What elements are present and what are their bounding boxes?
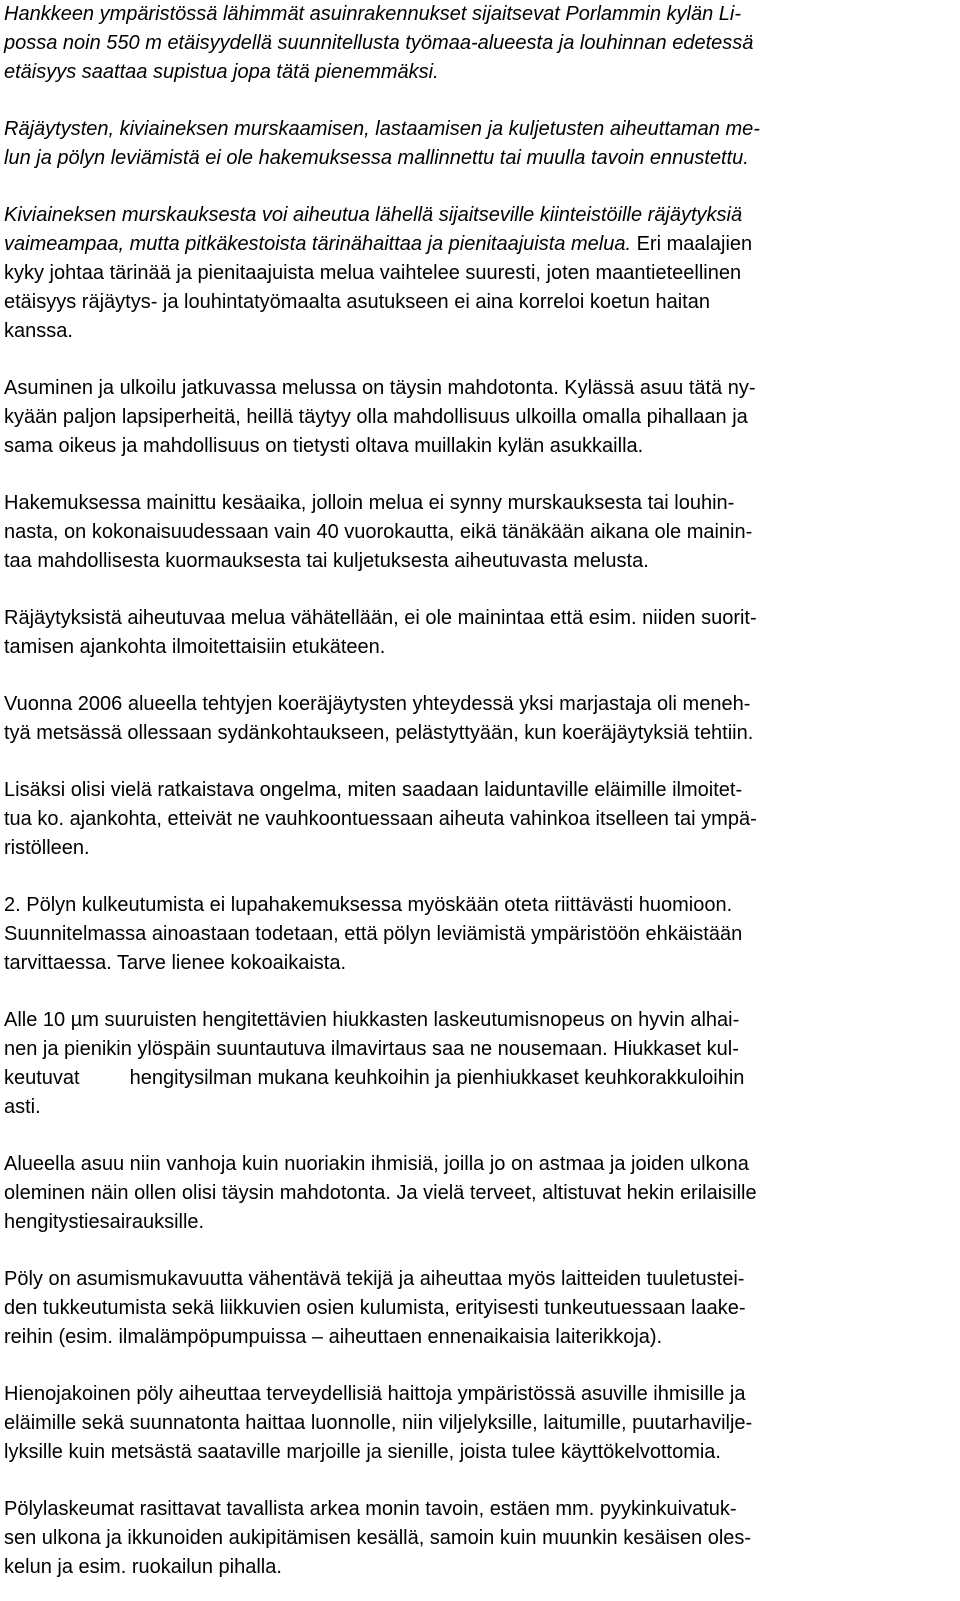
text-line: sama oikeus ja mahdollisuus on tietysti oltava muillakin kylän asukkailla. [4,435,644,457]
paragraph-gap [4,1352,938,1380]
paragraph [4,489,938,576]
text-line: 2. Pölyn kulkeutumista ei lupahakemuksessa myöskään oteta riittävästi huomioon. [4,894,733,916]
text-line: Alueella asuu niin vanhoja kuin nuoriakin ihmisiä, joilla jo on astmaa ja joiden ulkona [4,1153,749,1175]
paragraph-gap [4,576,938,604]
text-line: Asuminen ja ulkoilu jatkuvassa melussa on täysin mahdotonta. Kylässä asuu tätä ny- [4,377,756,399]
text-line: nen ja pienikin ylöspäin suuntautuva ilmavirtaus saa ne nousemaan. Hiukkaset kul- [4,1038,739,1060]
paragraph [4,115,938,173]
text-line: hengitystiesairauksille. [4,1211,205,1233]
text-line: keutuvat hengitysilman mukana keuhkoihin ja pienhiukkaset keuhkorakkuloihin [4,1067,745,1089]
paragraph-gap [4,87,938,115]
text-line: kyään paljon lapsiperheitä, heillä täytyy olla mahdollisuus ulkoilla omalla pihallaan ja [4,406,748,428]
paragraph-gap [4,346,938,374]
text-line: oleminen näin ollen olisi täysin mahdotonta. Ja vielä terveet, altistuvat hekin erilaisille [4,1182,757,1204]
text-line [4,259,938,288]
paragraph [4,690,938,748]
text-line: den tukkeutumista sekä liikkuvien osien kulumista, erityisesti tunkeutuessaan laake- [4,1297,746,1319]
text-line [4,317,938,346]
text-line: Hakemuksessa mainittu kesäaika, jolloin melua ei synny murskauksesta tai louhin- [4,492,735,514]
normal-run: Eri maalajien [631,233,753,255]
text-line: tua ko. ajankohta, etteivät ne vauhkoontuessaan aiheuta vahinkoa itselleen tai ympä- [4,808,757,830]
paragraph-gap [4,662,938,690]
text-line [4,230,938,259]
italic-run: vaimeampaa, mutta pitkäkestoista tärinähaittaa ja pienitaajuista melua. [4,233,632,255]
text-line: sen ulkona ja ikkunoiden aukipitämisen kesällä, samoin kuin muunkin kesäisen oles- [4,1527,752,1549]
paragraph [4,1495,938,1582]
text-line: Räjäytysten, kiviaineksen murskaamisen, lastaamisen ja kuljetusten aiheuttaman me- [4,118,760,140]
text-line: nasta, on kokonaisuudessaan vain 40 vuorokautta, eikä tänäkään aikana ole mainin- [4,521,753,543]
text-line: Pöly on asumismukavuutta vähentävä tekijä ja aiheuttaa myös laitteiden tuuletustei- [4,1268,745,1290]
paragraph [4,374,938,461]
text-line: tamisen ajankohta ilmoitettaisiin etukäteen. [4,636,386,658]
text-line: Suunnitelmassa ainoastaan todetaan, että pölyn leviämistä ympäristöön ehkäistään [4,923,743,945]
text-line [4,288,938,317]
text-line [4,201,938,230]
text-line: Alle 10 µm suuruisten hengitettävien hiukkasten laskeutumisnopeus on hyvin alhai- [4,1009,740,1031]
normal-run: kyky johtaa tärinää ja pienitaajuista melua vaihtelee suuresti, joten maantieteellinen [4,262,742,284]
text-line: possa noin 550 m etäisyydellä suunnitellusta työmaa-alueesta ja louhinnan edetessä [4,32,754,54]
paragraph [4,776,938,863]
paragraph-gap [4,1467,938,1495]
paragraph-gap [4,748,938,776]
paragraph-gap [4,863,938,891]
paragraph-gap [4,978,938,1006]
text-line: Lisäksi olisi vielä ratkaistava ongelma, miten saadaan laiduntaville eläimille ilmoitet- [4,779,743,801]
paragraph [4,1265,938,1352]
paragraph [4,604,938,662]
text-line: Räjäytyksistä aiheutuvaa melua vähätellään, ei ole mainintaa että esim. niiden suorit- [4,607,757,629]
normal-run: etäisyys räjäytys- ja louhintatyömaalta asutukseen ei aina korreloi koetun haitan [4,291,710,313]
paragraph-gap [4,461,938,489]
text-line: reihin (esim. ilmalämpöpumpuissa – aiheuttaen ennenaikaisia laiterikkoja). [4,1326,663,1348]
paragraph-gap [4,1237,938,1265]
text-line: asti. [4,1096,41,1118]
text-line: kelun ja esim. ruokailun pihalla. [4,1556,282,1578]
text-line: Hienojakoinen pöly aiheuttaa terveydellisiä haittoja ympäristössä asuville ihmisille ja [4,1383,746,1405]
text-line: lun ja pölyn leviämistä ei ole hakemuksessa mallinnettu tai muulla tavoin ennustettu. [4,147,749,169]
text-line: Vuonna 2006 alueella tehtyjen koeräjäytysten yhteydessä yksi marjastaja oli meneh- [4,693,751,715]
text-line: eläimille sekä suunnatonta haittaa luonnolle, niin viljelyksille, laitumille, puutarhavilje- [4,1412,753,1434]
text-line: Hankkeen ympäristössä lähimmät asuinrakennukset sijaitsevat Porlammin kylän Li- [4,3,741,25]
normal-run: kanssa. [4,320,73,342]
paragraph [4,1150,938,1237]
text-line: ristölleen. [4,837,90,859]
paragraph [4,201,938,346]
text-line: lyksille kuin metsästä saataville marjoille ja sienille, joista tulee käyttökelvottomia. [4,1441,721,1463]
paragraph [4,0,938,87]
text-line: taa mahdollisesta kuormauksesta tai kuljetuksesta aiheutuvasta melusta. [4,550,649,572]
paragraph [4,891,938,978]
text-line: tarvittaessa. Tarve lienee kokoaikaista. [4,952,347,974]
paragraph-gap [4,1122,938,1150]
text-line: tyä metsässä ollessaan sydänkohtaukseen, pelästyttyään, kun koeräjäytyksiä tehtiin. [4,722,754,744]
paragraph [4,1006,938,1122]
italic-run: Kiviaineksen murskauksesta voi aiheutua lähellä sijaitseville kiinteistöille räjäytyksiä [4,204,743,226]
paragraph-gap [4,173,938,201]
text-line: etäisyys saattaa supistua jopa tätä pienemmäksi. [4,61,439,83]
text-line: Pölylaskeumat rasittavat tavallista arkea monin tavoin, estäen mm. pyykinkuivatuk- [4,1498,737,1520]
paragraph [4,1380,938,1467]
